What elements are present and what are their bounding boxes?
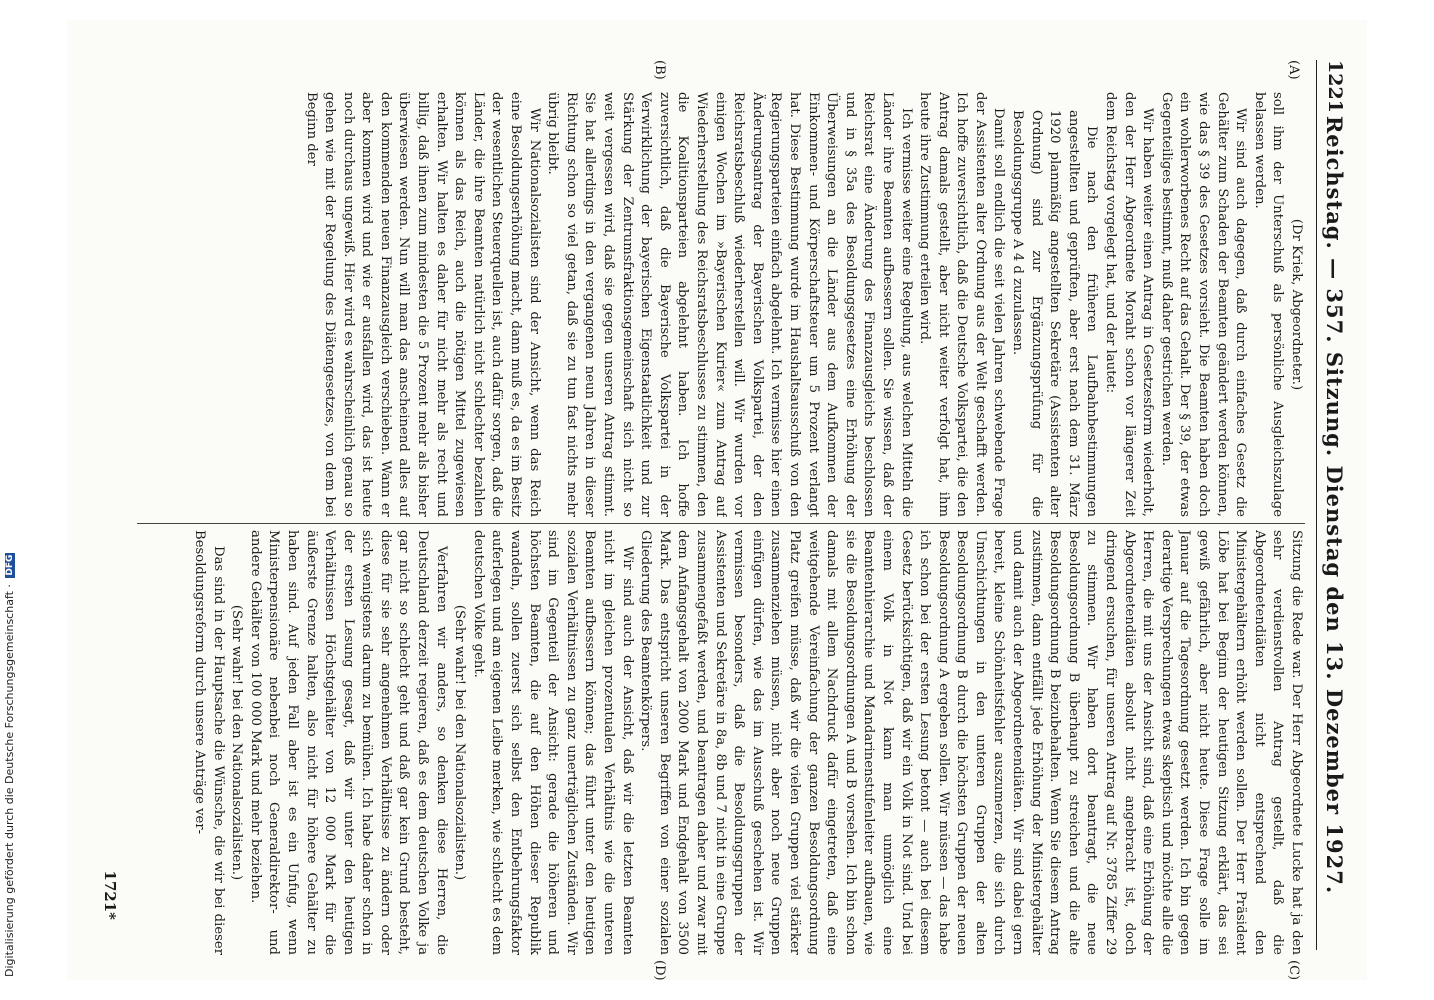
paragraph: Wir sind auch dagegen, daß durch einfaches Gesetz die Gehälter zum Schaden der Beamten geändert werden können, wie das § 39 des Gesetzes vorsieht. Die Beamten haben doch ein wohlerworbenes Recht auf das Gehalt. Der § 39, der etwas Gegenteiliges bestimmt, muß daher gestrichen werden. [1158, 92, 1249, 517]
paragraph: Wir Nationalsozialisten sind der Ansicht, wenn das Reich eine Besoldungserhöhung macht, dann muß es, da es im Besitz der wesentlichen Steuerquellen ist, auch dafür sorgen, daß die Länder, die ihre Beamten natürlich nicht schlechter bezahlen können als das Reich, auch die nötigen Mittel zugewiesen erhalten. Wir halten es daher für nicht mehr als recht und billig, daß ihnen zum mindesten die 5 Prozent mehr als bisher überwiesen werden. Nun will man das anscheinend alles auf den kommenden neuen Finanzausgleich verschieben. Wann er aber kommen wird und wie er ausfallen wird, das ist heute noch durchaus ungewiß. Hier wird es wahrscheinlich genau so gehen wie mit der Regelung des Diätengesetzes, von dem bei Beginn der [303, 92, 542, 517]
column-divider [137, 523, 1305, 524]
paragraph: Das sind in der Hauptsache die Wünsche, die wir bei dieser Besoldungsreform durch unsere Anträge ver- [191, 530, 226, 955]
paragraph: soll ihm der Unterschuß als persönliche Ausgleichszulage belassen werden. [1251, 92, 1286, 517]
paragraph: Sitzung die Rede war. Der Herr Abgeordnete Lucke hat ja den sehr verdienstvollen Antrag gestellt, daß die Abgeordnetendiäten nicht entsprechend den Ministergehältern erhöht werden sollen. Der Herr Präsident Löbe hat bei Beginn der heutigen Sitzung erklärt, das sei gewiß gefährlich, aber nicht heute. Diese Frage solle im Januar auf die Tagesordnung gesetzt werden. Ich bin gegen derartige Versprechungen etwas skeptisch und möchte alle die Herren, die mit uns der Ansicht sind, daß eine Erhöhung der Abgeordnetendiäten absolut nicht angebracht ist, doch dringend ersuchen, für unseren Antrag auf Nr. 3785 Ziffer 29 zu stimmen. Wir haben dort beantragt, die neue Besoldungsordnung B überhaupt zu streichen und die alte Besoldungsordnung B beizubehalten. Wenn Sie diesem Antrag zustimmen, dann entfällt jede Erhöhung der Ministergehälter und damit auch der Abgeordnetendiäten. Wir sind dabei gern bereit, kleine Schönheitsfehler auszumerzen, die sich durch Umschichtungen in den unteren Gruppen der alten Besoldungsordnung B durch die höchsten Gruppen der neuen Besoldungsordnung A ergeben sollen. Wir müssen — das habe ich schon bei der ersten Lesung betont — auch bei diesem Gesetz berücksichtigen, daß wir ein Volk in Not sind. Und bei einem Volk in Not kann man unmöglich eine Beamtenhierarchie und Mandarinenstufenleiter aufbauen, wie sie die Besoldungsordnungen A und B vorsehen. Ich bin schon damals mit allem Nachdruck dafür eingetreten, daß eine weitgehende Vereinfachung der ganzen Besoldungsordnung Platz greifen müsse, daß wir die vielen Gruppen viel stärker zusammenziehen müssen, nicht aber noch neue Gruppen einfügen dürfen, wie das im Ausschuß geschehen ist. Wir vermissen besonders, daß die Besoldungsgruppen der Assistenten und Sekretäre in 8a, 8b und 7 nicht in eine Gruppe zusammengefaßt werden, und beantragen daher und zwar mit dem Anfangsgehalt von 2000 Mark und Endgehalt von 3500 Mark. Das entspricht unseren Begriffen von einer sozialen Gliederung des Beamtenkörpers. [638, 530, 1304, 955]
paragraph: Ich vermisse weiter eine Regelung, aus welchen Mitteln die Länder ihre Beamten aufbessern sollen. Sie wissen, daß der Reichsrat eine Änderung des Finanzausgleichs beschlossen und in § 35a des Besoldungsgesetzes eine Erhöhung der Überweisungen an die Länder aus dem Aufkommen der Einkommen- und Körperschaftsteuer um 5 Prozent verlangt hat. Diese Bestimmung wurde im Haushaltsausschuß von den Regierungsparteien einfach abgelehnt. Ich vermisse hier einen Änderungsantrag der Bayerischen Volkspartei, der den Reichsratsbeschluß wiederherstellen will. Wir wurden vor einigen Wochen im »Bayerischen Kurier« zum Antrag auf Wiederherstellung des Reichsratsbeschlusses zu stimmen, den die Koalitionsparteien abgelehnt haben. Ich hoffe zuversichtlich, daß die Bayerische Volkspartei in der Verwirklichung der bayerischen Eigenstaatlichkeit und zur Stärkung der Zentrumsfraktionsgemeinschaft sich nicht so weit vergessen wird, daß sie gegen unseren Antrag stimmt. Sie hat allerdings in den vergangenen neun Jahren in dieser Richtung schon so viel getan, daß sie zu tun fast nichts mehr übrig bleibt. [545, 92, 914, 517]
margin-marker-c: (C) [1286, 960, 1301, 981]
paragraph: Wir haben weiter einen Antrag in Gesetzesform wiederholt, den der Herr Abgeordnete Moraht schon vor längerer Zeit dem Reichstag vorgelegt hat, und der lautet: [1103, 92, 1156, 517]
dfg-logo: DFG [5, 554, 15, 576]
page-title: Reichstag. — 357. Sitzung. Dienstag den 13. Dezember 1927. [1322, 115, 1347, 895]
margin-marker-a: (A) [1286, 60, 1301, 80]
text-column-right [137, 530, 1305, 955]
paragraph: Verfahren wir anders, so denken diese Herren, die Deutschland derzeit regieren, daß es dem deutschen Volke ja gar nicht so schlecht geht und daß gar kein Grund besteht, diese für sie sehr angenehmen Verhältnisse zu ändern oder sich wenigstens darum zu bemühen. Ich habe daher schon in der ersten Lesung gesagt, daß wir unter den heutigen Verhältnissen Höchstgehälter von 12 000 Mark für die äußerste Grenze halten, also nicht für höhere Gehälter zu haben sind. Auf jeden Fall aber ist es ein Unfug, wenn Ministerpensionäre nebenbei noch Generaldirektor- und andere Gehälter von 100 000 Mark und mehr beziehen. [247, 530, 449, 955]
interjection: (Sehr wahr! bei den Nationalsozialisten.) [452, 604, 468, 881]
margin-marker-d: (D) [652, 960, 667, 981]
interjection: (Sehr wahr! bei den Nationalsozialisten.) [229, 604, 245, 881]
scanned-page [67, 20, 1367, 980]
page-number: 1221 [1324, 60, 1346, 113]
margin-marker-b: (B) [652, 60, 667, 80]
digitization-credit [3, 553, 16, 977]
sheet-signature: 1721* [101, 870, 119, 920]
paragraph: Wir sind auch der Ansicht, daß wir die letzten Beamten nicht im gleichen prozentualen Verhältnis wie die unteren Beamten aufbessern können; das führt unter den heutigen sozialen Verhältnissen zu ganz unerträglichen Zuständen. Wir sind im Gegenteil der Ansicht: gerade die höheren und höchsten Beamten, die auf den Höhen dieser Republik wandeln, sollen zuerst sich selbst den Entbehrungsfaktor auferlegen und am eigenen Leibe merken, wie schlecht es dem deutschen Volke geht. [470, 530, 635, 955]
quoted-motion: Die nach den früheren Laufbahnbestimmungen angestellten und geprüften, aber erst nach dem 31. März 1920 planmäßig angestellten Sekretäre (Assistenten alter Ordnung) sind zur Ergänzungsprüfung für die Besoldungsgruppe A 4 d zuzulassen. [1010, 110, 1100, 517]
paragraph: Damit soll endlich die seit vielen Jahren schwebende Frage der Assistenten alter Ordnung aus der Welt geschafft werden. Ich hoffe zuversichtlich, daß die Deutsche Volkspartei, die den Antrag damals gestellt, aber nicht weiter verfolgt hat, ihm heute ihre Zustimmung erteilen wird. [917, 92, 1007, 517]
credit-text: Digitalisierung gefördert durch die Deutsche Forschungsgemeinschaft · [3, 584, 16, 977]
page-header [1316, 60, 1349, 950]
text-column-left [137, 92, 1305, 517]
speaker-line: (Dr Kriek, Abgeordneter.) [1289, 218, 1304, 391]
